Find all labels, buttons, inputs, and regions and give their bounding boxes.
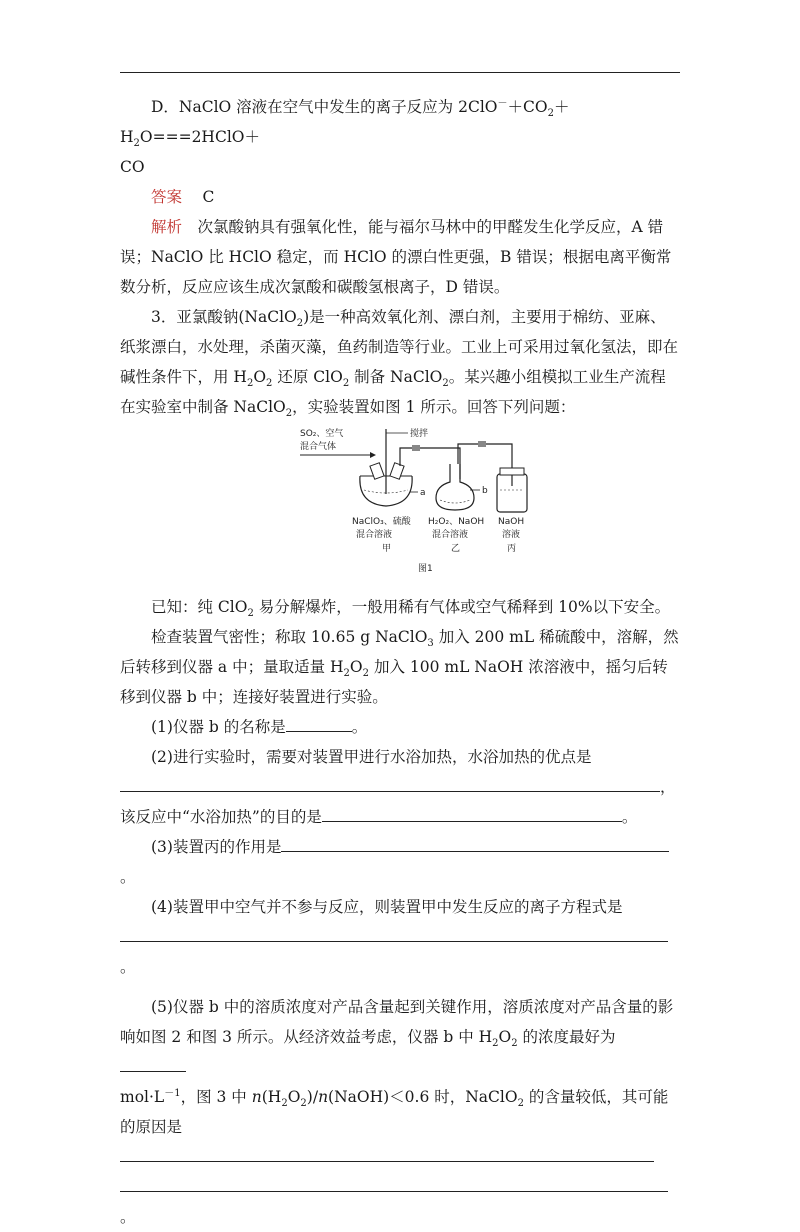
gas-inlet-label: SO₂、空气 bbox=[300, 429, 344, 439]
answer-blank-5a[interactable] bbox=[120, 1053, 186, 1072]
answer-blank-4[interactable] bbox=[120, 923, 668, 942]
yi-content-label: H₂O₂、NaOH bbox=[428, 517, 485, 527]
subquestion-2-purpose: 该反应中“水浴加热”的目的是 。 bbox=[120, 802, 680, 832]
subquestion-2: (2)进行实验时，需要对装置甲进行水浴加热，水浴加热的优点是 bbox=[151, 748, 592, 766]
yi-content-label-2: 混合溶液 bbox=[432, 530, 469, 540]
gas-arrow bbox=[370, 452, 376, 458]
answer-blank-5c[interactable] bbox=[120, 1173, 668, 1192]
subquestion-1: (1)仪器 b 的名称是 。 bbox=[120, 712, 680, 742]
answer-label: 答案 bbox=[151, 188, 183, 206]
label-yi: 乙 bbox=[451, 544, 461, 554]
tube-yi-bing bbox=[458, 444, 512, 486]
procedure: 检查装置气密性；称取 10.65 g NaClO$_3$ 加入 200 mL 稀硫酸中，溶解，然后转移到仪器 a 中；量取适量 $H_2O_2$ 加入 100 mL NaOH 浓溶液中，摇匀后转移到仪器 b 中；连接好装置进行实验。 bbox=[120, 628, 679, 706]
question-3-intro: 3．亚氯酸钠(NaClO$_2$)是一种高效氧化剂、漂白剂，主要用于棉纺、亚麻、纸浆漂白，水处理，杀菌灭藻，鱼药制造等行业。工业上可采用过氧化氢法，即在碱性条件下，用 $H_2O_2$ 还原 ClO$_2$ 制备 NaClO$_2$。某兴趣小组模拟工业生产流程在实验室中制备 NaClO$_2$，实验装置如图 1 所示。回答下列问题： bbox=[120, 308, 679, 420]
tube-jia-yi bbox=[400, 448, 460, 479]
figure-1-apparatus bbox=[120, 424, 680, 584]
subquestion-5: (5)仪器 b 中的溶质浓度对产品含量起到关键作用，溶质浓度对产品含量的影响如图 2 和图 3 所示。从经济效益考虑，仪器 b 中 $H_2O_2$ 的浓度最好为 $mol\cdot L^{-1}$，图 3 中 $n(H_2O_2)/n(NaOH)<0.6$ 时，NaClO$_2$ 的含量较低，其可能的原因是 bbox=[120, 998, 674, 1136]
apparatus-diagram bbox=[300, 424, 540, 582]
answer-blank-2b[interactable] bbox=[322, 803, 622, 822]
connector-1 bbox=[412, 445, 420, 451]
bing-content-label-2: 溶液 bbox=[502, 530, 521, 540]
stir-label: 搅拌 bbox=[410, 429, 429, 439]
subquestion-3: (3)装置丙的作用是。 bbox=[120, 832, 680, 892]
figure-caption: 图1 bbox=[418, 564, 433, 574]
flask-yi bbox=[436, 464, 474, 510]
answer-blank-2a[interactable] bbox=[120, 773, 660, 792]
answer-value: C bbox=[202, 188, 215, 206]
analysis: 解析 次氯酸钠具有强氧化性，能与福尔马林中的甲醛发生化学反应，A 错误；NaClO 比 HClO 稳定，而 HClO 的漂白性更强，B 错误；根据电离平衡常数分析，反应应该生成次氯酸和碳酸氢根离子，D 错误。 bbox=[120, 218, 672, 296]
answer-blank-3[interactable] bbox=[281, 833, 669, 852]
gas-inlet-label-2: 混合气体 bbox=[300, 442, 337, 452]
document-body bbox=[120, 92, 680, 1232]
subquestion-4-line: 。 bbox=[120, 922, 680, 982]
label-bing: 丙 bbox=[507, 544, 517, 554]
label-jia: 甲 bbox=[382, 544, 392, 554]
connector-2 bbox=[478, 441, 486, 447]
answer-blank-5b[interactable] bbox=[120, 1143, 654, 1162]
bing-content-label: NaOH bbox=[498, 517, 525, 527]
subquestion-5-line-2: 。 bbox=[120, 1172, 680, 1232]
analysis-label: 解析 bbox=[151, 218, 183, 236]
subquestion-2-line: ， bbox=[120, 772, 680, 802]
jia-content-label: NaClO₃、硫酸 bbox=[352, 517, 411, 527]
answer-line bbox=[120, 182, 680, 212]
subquestion-4: (4)装置甲中空气并不参与反应，则装置甲中发生反应的离子方程式是 bbox=[151, 898, 623, 916]
header-rule bbox=[120, 72, 680, 73]
label-b: b bbox=[482, 486, 488, 496]
label-a: a bbox=[420, 488, 426, 498]
jia-content-label-2: 混合溶液 bbox=[356, 530, 393, 540]
option-d: D．NaClO 溶液在空气中发生的离子反应为 $2ClO^-+CO_2+H_2O===2HClO+$ CO bbox=[120, 97, 570, 176]
answer-blank-1[interactable] bbox=[286, 713, 352, 732]
subquestion-5-line-1 bbox=[120, 1142, 680, 1172]
known-info: 已知：纯 ClO$_2$ 易分解爆炸，一般用稀有气体或空气稀释到 10%以下安全。 bbox=[151, 598, 671, 620]
